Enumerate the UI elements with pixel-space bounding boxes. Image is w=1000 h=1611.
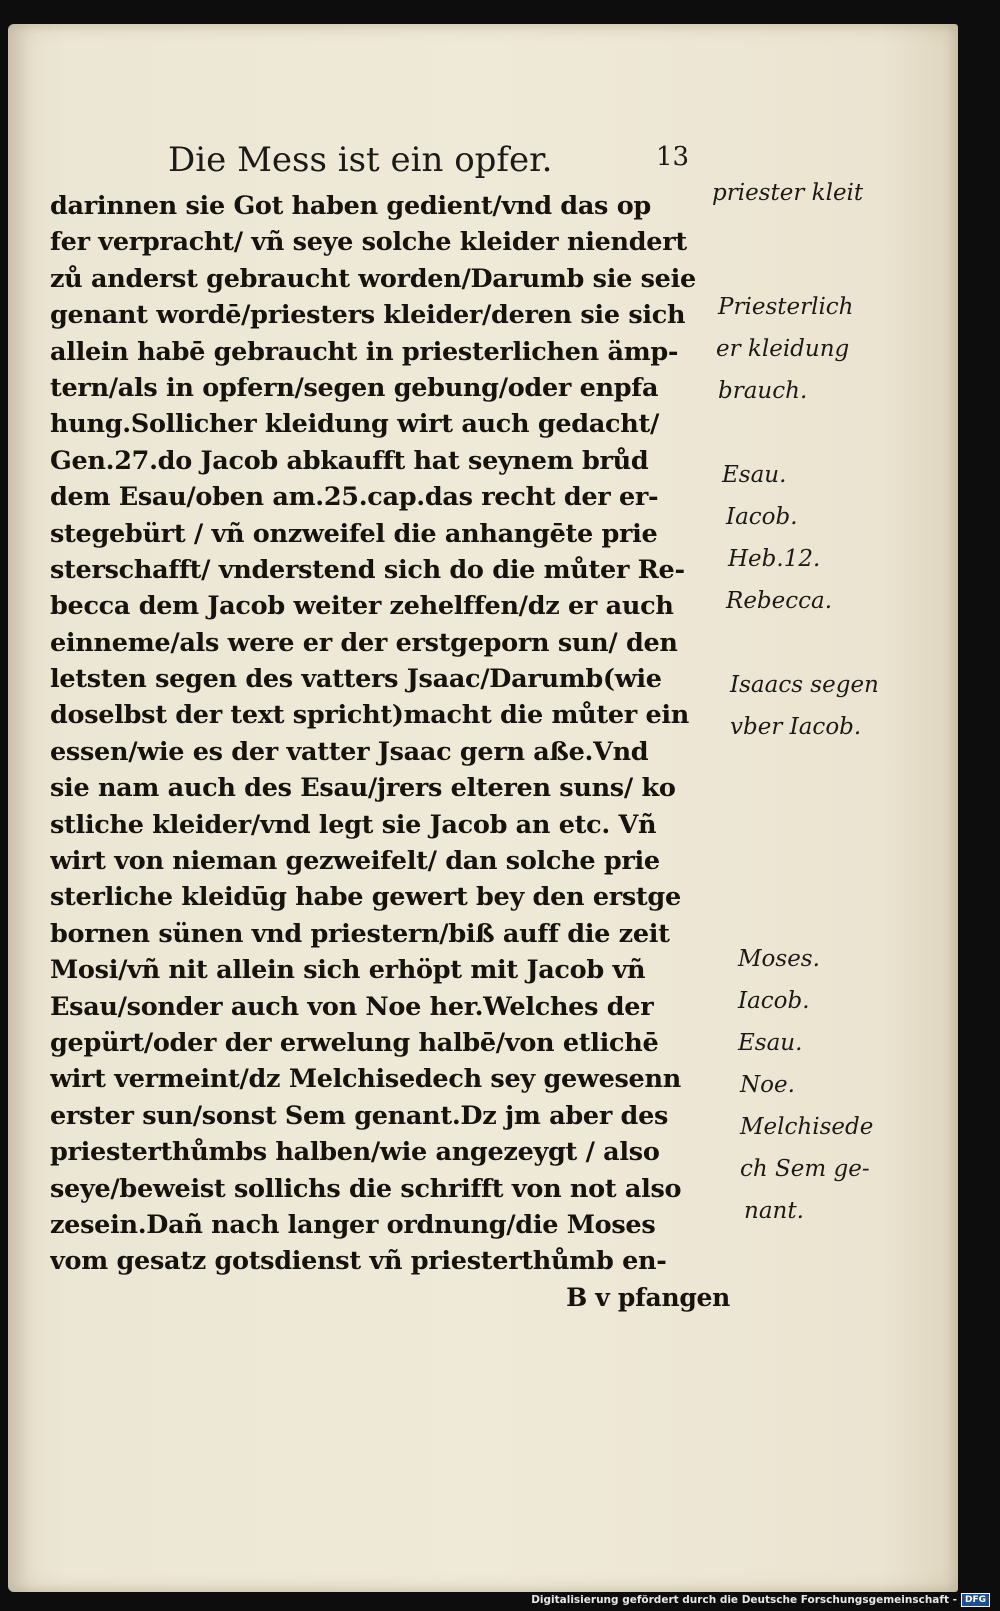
digitization-credit bbox=[531, 1593, 990, 1607]
text-line: gepürt/oder der erwelung halbē/von etlichē bbox=[50, 1027, 659, 1058]
marginal-note: Rebecca. bbox=[726, 588, 833, 614]
marginal-note: Esau. bbox=[722, 462, 787, 488]
running-head-title: Die Mess ist ein opfer. bbox=[168, 140, 553, 180]
text-line: hung.Sollicher kleidung wirt auch gedacht/ bbox=[50, 409, 660, 440]
running-head bbox=[168, 140, 708, 186]
text-line: bornen sünen vnd priestern/biß auff die zeit bbox=[50, 918, 670, 949]
marginal-note: vber Iacob. bbox=[730, 714, 862, 740]
text-line: sterschafft/ vnderstend sich do die můter Re- bbox=[50, 554, 685, 585]
text-line: vom gesatz gotsdienst vñ priesterthůmb en- bbox=[50, 1246, 667, 1277]
marginal-note: Heb.12. bbox=[728, 546, 821, 572]
text-line: seye/beweist sollichs die schrifft von not also bbox=[50, 1173, 682, 1204]
text-line: letsten segen des vatters Jsaac/Darumb(wie bbox=[50, 664, 662, 695]
marginal-note: Esau. bbox=[738, 1030, 803, 1056]
marginal-note: er kleidung bbox=[716, 336, 850, 362]
marginal-note: Iacob. bbox=[738, 988, 810, 1014]
text-line: wirt von nieman gezweifelt/ dan solche prie bbox=[50, 846, 660, 877]
text-line: genant wordē/priesters kleider/deren sie sich bbox=[50, 300, 686, 331]
page-number: 13 bbox=[656, 142, 690, 172]
text-line: Mosi/vñ nit allein sich erhöpt mit Jacob vñ bbox=[50, 955, 646, 986]
dfg-logo: DFG bbox=[961, 1593, 990, 1607]
text-line: erster sun/sonst Sem genant.Dz jm aber des bbox=[50, 1100, 669, 1131]
text-line: Esau/sonder auch von Noe her.Welches der bbox=[50, 991, 654, 1022]
text-line: sterliche kleidūg habe gewert bey den erstge bbox=[50, 882, 681, 913]
text-line: stegebürt / vñ onzweifel die anhangēte prie bbox=[50, 518, 658, 549]
text-line: allein habē gebraucht in priesterlichen ämp- bbox=[50, 336, 679, 367]
marginal-note: Iacob. bbox=[726, 504, 798, 530]
marginal-note: nant. bbox=[744, 1198, 804, 1224]
text-line: sie nam auch des Esau/jrers elteren suns/ ko bbox=[50, 773, 676, 804]
text-line: priesterthůmbs halben/wie angezeygt / also bbox=[50, 1137, 660, 1168]
text-line: zů anderst gebraucht worden/Darumb sie seie bbox=[50, 263, 696, 294]
text-line: essen/wie es der vatter Jsaac gern aße.Vnd bbox=[50, 736, 649, 767]
text-line: fer verpracht/ vñ seye solche kleider niendert bbox=[50, 227, 687, 258]
text-line: doselbst der text spricht)macht die můter ein bbox=[50, 700, 690, 731]
marginal-note: Priesterlich bbox=[718, 294, 854, 320]
marginal-note: priester kleit bbox=[712, 180, 864, 206]
catchword: B v pfangen bbox=[566, 1283, 730, 1312]
credit-text: Digitalisierung gefördert durch die Deutsche Forschungsgemeinschaft - bbox=[531, 1594, 957, 1606]
text-line: zesein.Dañ nach langer ordnung/die Moses bbox=[50, 1209, 656, 1240]
text-line: wirt vermeint/dz Melchisedech sey gewesenn bbox=[50, 1064, 681, 1095]
marginal-note: ch Sem ge- bbox=[740, 1156, 870, 1182]
marginal-note: Noe. bbox=[740, 1072, 795, 1098]
marginal-note: Moses. bbox=[738, 946, 820, 972]
text-line: becca dem Jacob weiter zehelffen/dz er auch bbox=[50, 591, 674, 622]
marginal-note: brauch. bbox=[718, 378, 808, 404]
text-line: dem Esau/oben am.25.cap.das recht der er- bbox=[50, 482, 659, 513]
text-line: tern/als in opfern/segen gebung/oder enpfa bbox=[50, 372, 659, 403]
main-text-block bbox=[50, 188, 730, 1312]
text-line: Gen.27.do Jacob abkaufft hat seynem brůd bbox=[50, 445, 649, 476]
text-line: stliche kleider/vnd legt sie Jacob an etc. Vñ bbox=[50, 809, 657, 840]
text-line: darinnen sie Got haben gedient/vnd das op bbox=[50, 191, 651, 221]
marginal-note: Isaacs segen bbox=[730, 672, 879, 698]
marginal-note: Melchisede bbox=[740, 1114, 874, 1140]
text-line: einneme/als were er der erstgeporn sun/ den bbox=[50, 627, 678, 658]
